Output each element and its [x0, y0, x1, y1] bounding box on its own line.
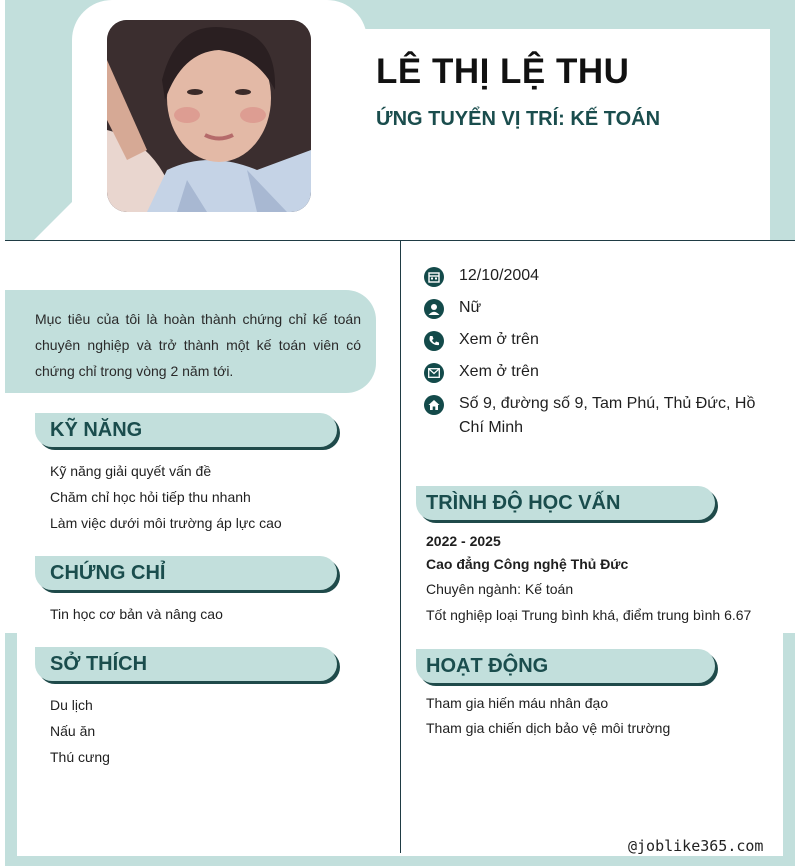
user-icon	[424, 299, 444, 319]
birthday-value: 12/10/2004	[459, 267, 540, 284]
applied-position: ỨNG TUYỂN VỊ TRÍ: KẾ TOÁN	[376, 108, 661, 130]
skills-heading: KỸ NĂNG	[35, 413, 337, 447]
phone-value: Xem ở trên	[459, 331, 539, 348]
career-objective: Mục tiêu của tôi là hoàn thành chứng chỉ kế toán chuyên nghiệp và trở thành một kế toán viên có chứng chỉ trong vòng 2 năm tới.	[5, 290, 376, 393]
profile-photo	[107, 20, 311, 212]
left-border	[5, 633, 17, 866]
email-value: Xem ở trên	[459, 363, 539, 380]
address-row	[424, 392, 764, 440]
activities-heading: HOẠT ĐỘNG	[416, 649, 715, 683]
watermark: @joblike365.com	[628, 837, 764, 855]
hobbies-heading: SỞ THÍCH	[35, 647, 337, 681]
candidate-name: LÊ THỊ LỆ THU	[376, 52, 630, 91]
education-entry	[426, 530, 786, 628]
list-item: Chăm chỉ học hỏi tiếp thu nhanh	[50, 489, 251, 505]
list-item: Tin học cơ bản và nâng cao	[50, 606, 223, 622]
right-border	[783, 633, 795, 866]
skills-list	[50, 458, 282, 536]
education-heading: TRÌNH ĐỘ HỌC VẤN	[416, 486, 715, 520]
phone-row	[424, 328, 764, 352]
photo-card-corner	[34, 198, 76, 240]
bottom-border	[5, 856, 795, 866]
gender-row	[424, 296, 764, 320]
contact-info	[424, 264, 764, 448]
gender-value: Nữ	[459, 299, 482, 316]
list-item: Nấu ăn	[50, 723, 96, 739]
list-item: Kỹ năng giải quyết vấn đề	[50, 463, 212, 479]
list-item: Du lịch	[50, 697, 93, 713]
education-period: 2022 - 2025	[426, 533, 501, 549]
home-icon	[424, 395, 444, 415]
calendar-icon	[424, 267, 444, 287]
list-item: Tham gia chiến dịch bảo vệ môi trường	[426, 720, 671, 736]
certificates-list	[50, 601, 223, 627]
address-value: Số 9, đường số 9, Tam Phú, Thủ Đức, Hồ Chí Minh	[459, 395, 756, 436]
education-result: Tốt nghiệp loại Trung bình khá, điểm trung bình 6.67	[426, 607, 752, 623]
education-major: Chuyên ngành: Kế toán	[426, 581, 574, 597]
hobbies-list	[50, 692, 110, 770]
education-school: Cao đẳng Công nghệ Thủ Đức	[426, 556, 629, 572]
column-divider	[400, 241, 401, 853]
list-item: Tham gia hiến máu nhân đạo	[426, 695, 609, 711]
activities-list	[426, 691, 670, 741]
email-row	[424, 360, 764, 384]
list-item: Thú cưng	[50, 749, 110, 765]
phone-icon	[424, 331, 444, 351]
certificates-heading: CHỨNG CHỈ	[35, 556, 337, 590]
mail-icon	[424, 363, 444, 383]
list-item: Làm việc dưới môi trường áp lực cao	[50, 515, 282, 531]
birthday-row	[424, 264, 764, 288]
